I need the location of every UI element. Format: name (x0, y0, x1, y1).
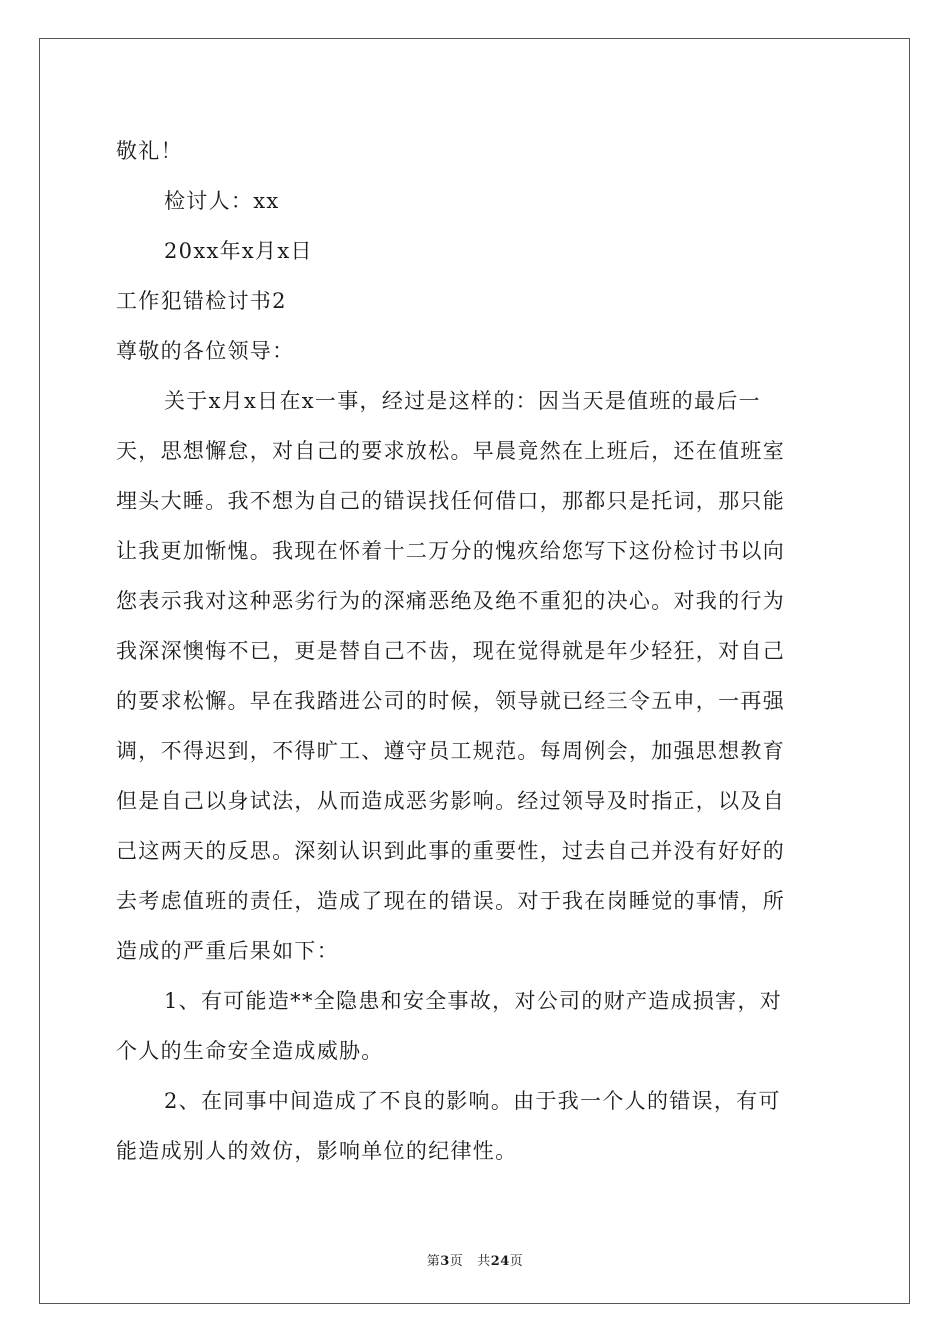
paragraph-line: 但是自己以身试法，从而造成恶劣影响。经过领导及时指正，以及自 (116, 789, 785, 813)
document-body (116, 126, 832, 1176)
total-pages: 24 (490, 1254, 510, 1269)
paragraph-line: 的要求松懈。早在我踏进公司的时候，领导就已经三令五申，一再强 (116, 689, 785, 713)
page-prefix: 第 (426, 1254, 441, 1269)
paragraph-line: 天，思想懈怠，对自己的要求放松。早晨竟然在上班后，还在值班室 (116, 439, 785, 463)
total-prefix: 共 (477, 1254, 491, 1269)
date-line: 20xx年x月x日 (164, 239, 313, 263)
section-title: 工作犯错检讨书2 (116, 289, 287, 313)
paragraph-line: 调，不得迟到，不得旷工、遵守员工规范。每周例会，加强思想教育 (116, 739, 785, 763)
paragraph-line: 关于x月x日在x一事，经过是这样的：因当天是值班的最后一 (164, 389, 761, 413)
list-item-1-continued: 个人的生命安全造成威胁。 (116, 1039, 384, 1063)
paragraph-line: 让我更加惭愧。我现在怀着十二万分的愧疚给您写下这份检讨书以向 (116, 539, 785, 563)
list-item-2: 2、在同事中间造成了不良的影响。由于我一个人的错误，有可 (164, 1089, 781, 1113)
total-suffix: 页 (509, 1254, 524, 1269)
page-number: 3 (440, 1254, 450, 1269)
list-item-2-continued: 能造成别人的效仿，影响单位的纪律性。 (116, 1139, 518, 1163)
paragraph-line: 我深深懊悔不已，更是替自己不齿，现在觉得就是年少轻狂，对自己 (116, 639, 785, 663)
paragraph-line: 埋头大睡。我不想为自己的错误找任何借口，那都只是托词，那只能 (116, 489, 785, 513)
signer-line: 检讨人：xx (164, 189, 280, 213)
paragraph-line: 您表示我对这种恶劣行为的深痛恶绝及绝不重犯的决心。对我的行为 (116, 589, 785, 613)
greeting-line: 尊敬的各位领导： (116, 339, 295, 363)
closing-salutation: 敬礼！ (116, 139, 183, 163)
paragraph-line: 去考虑值班的责任，造成了现在的错误。对于我在岗睡觉的事情，所 (116, 889, 785, 913)
page-footer (0, 1250, 950, 1269)
paragraph-line: 造成的严重后果如下： (116, 939, 339, 963)
list-item-1: 1、有可能造**全隐患和安全事故，对公司的财产造成损害，对 (164, 989, 783, 1013)
paragraph-line: 己这两天的反思。深刻认识到此事的重要性，过去自己并没有好好的 (116, 839, 785, 863)
page-suffix: 页 (449, 1254, 464, 1269)
